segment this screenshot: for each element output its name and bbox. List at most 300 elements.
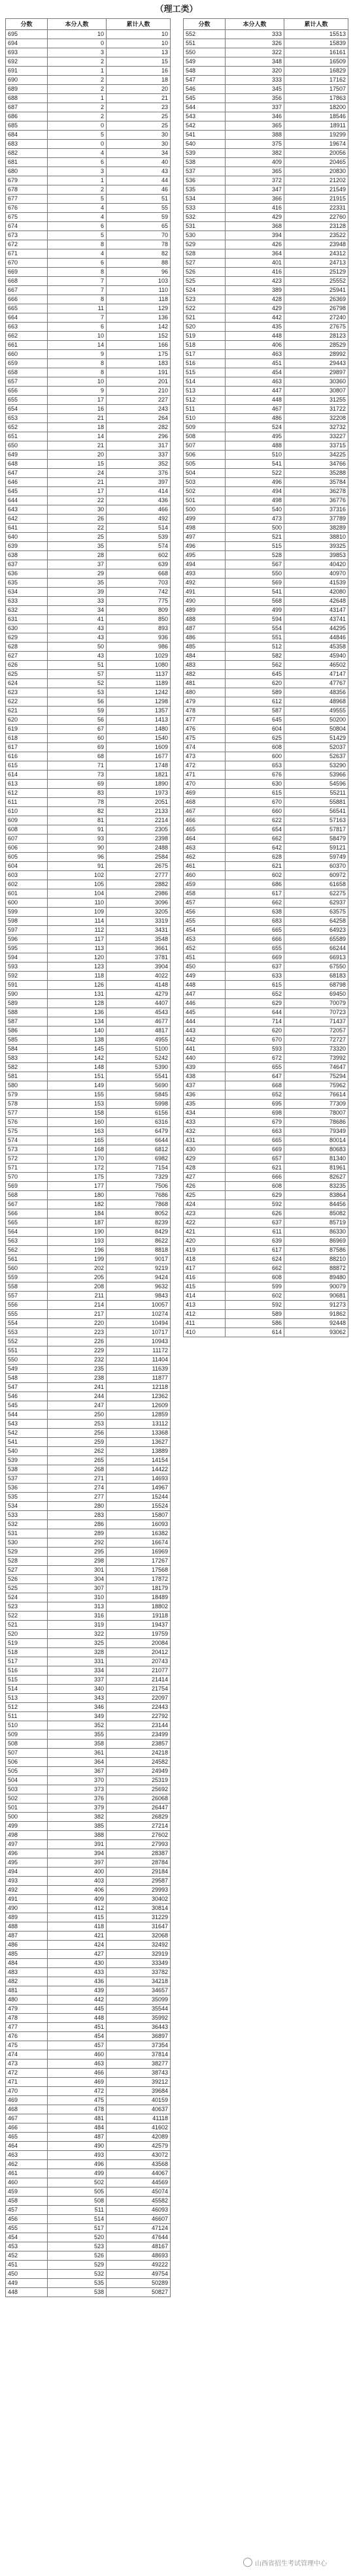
table-row xyxy=(6,94,171,103)
cumulative-cell: 2051 xyxy=(107,798,171,807)
count-cell: 510 xyxy=(226,451,284,460)
score-cell: 456 xyxy=(184,908,226,917)
score-cell: 662 xyxy=(6,332,48,341)
table-row xyxy=(184,761,348,771)
cumulative-cell: 5998 xyxy=(107,1100,171,1109)
cumulative-cell: 19437 xyxy=(107,1621,171,1630)
cumulative-cell: 51 xyxy=(107,195,171,204)
count-cell: 7 xyxy=(48,286,107,295)
cumulative-cell: 29993 xyxy=(107,1886,171,1895)
score-cell: 603 xyxy=(6,871,48,880)
table-row xyxy=(184,743,348,752)
score-cell: 476 xyxy=(6,2032,48,2041)
score-cell: 459 xyxy=(184,880,226,889)
cumulative-cell: 23857 xyxy=(107,1740,171,1749)
cumulative-cell: 43147 xyxy=(284,606,348,615)
count-cell: 355 xyxy=(48,1730,107,1740)
count-cell: 665 xyxy=(226,926,284,935)
count-cell: 307 xyxy=(48,1584,107,1593)
score-cell: 426 xyxy=(184,1182,226,1191)
table-row xyxy=(184,1118,348,1127)
count-cell: 68 xyxy=(48,752,107,761)
table-row xyxy=(184,1237,348,1246)
count-cell: 28 xyxy=(48,551,107,560)
table-row xyxy=(6,496,171,505)
score-cell: 529 xyxy=(6,1548,48,1557)
count-cell: 370 xyxy=(48,1776,107,1785)
cumulative-cell: 13368 xyxy=(107,1429,171,1438)
table-row xyxy=(6,1694,171,1703)
count-cell: 331 xyxy=(48,1657,107,1666)
cumulative-cell: 83864 xyxy=(284,1191,348,1200)
table-row xyxy=(6,1255,171,1264)
score-cell: 421 xyxy=(184,1228,226,1237)
count-cell: 337 xyxy=(48,1676,107,1685)
cumulative-cell: 43 xyxy=(107,167,171,176)
count-cell: 426 xyxy=(226,240,284,249)
count-cell: 2 xyxy=(48,185,107,195)
cumulative-cell: 2675 xyxy=(107,862,171,871)
table-row xyxy=(6,1676,171,1685)
table-row xyxy=(6,377,171,387)
cumulative-cell: 38289 xyxy=(284,524,348,533)
count-cell: 515 xyxy=(226,542,284,551)
score-cell: 474 xyxy=(6,2050,48,2059)
count-cell: 259 xyxy=(48,1438,107,1447)
table-row xyxy=(6,103,171,112)
table-row xyxy=(6,652,171,661)
cumulative-cell: 1080 xyxy=(107,661,171,670)
cumulative-cell: 57163 xyxy=(284,816,348,825)
count-cell: 529 xyxy=(48,2261,107,2270)
table-row xyxy=(184,533,348,542)
cumulative-cell: 70 xyxy=(107,231,171,240)
cumulative-cell: 20412 xyxy=(107,1648,171,1657)
table-row xyxy=(6,615,171,624)
cumulative-cell: 46 xyxy=(107,185,171,195)
table-row xyxy=(184,423,348,432)
score-cell: 497 xyxy=(184,533,226,542)
score-cell: 602 xyxy=(6,880,48,889)
score-cell: 529 xyxy=(184,240,226,249)
count-cell: 4 xyxy=(48,249,107,259)
score-cell: 413 xyxy=(184,1301,226,1310)
table-row xyxy=(6,1282,171,1292)
table-row xyxy=(6,935,171,944)
score-cell: 491 xyxy=(184,588,226,597)
count-cell: 642 xyxy=(226,844,284,853)
score-cell: 660 xyxy=(6,350,48,359)
count-cell: 43 xyxy=(48,624,107,633)
header-cumulative: 累计人数 xyxy=(107,19,171,30)
score-cell: 439 xyxy=(184,1063,226,1072)
table-row xyxy=(6,121,171,131)
count-cell: 368 xyxy=(226,222,284,231)
table-row xyxy=(6,1008,171,1017)
cumulative-cell: 414 xyxy=(107,487,171,496)
table-row xyxy=(184,478,348,487)
score-cell: 492 xyxy=(6,1886,48,1895)
table-row xyxy=(6,560,171,569)
cumulative-cell: 30 xyxy=(107,140,171,149)
cumulative-cell: 29184 xyxy=(107,1868,171,1877)
cumulative-cell: 89480 xyxy=(284,1273,348,1282)
score-cell: 608 xyxy=(6,825,48,835)
table-row xyxy=(6,771,171,780)
score-cell: 469 xyxy=(6,2096,48,2105)
score-cell: 543 xyxy=(184,112,226,121)
cumulative-cell: 514 xyxy=(107,524,171,533)
score-cell: 613 xyxy=(6,780,48,789)
count-cell: 104 xyxy=(48,889,107,898)
table-row xyxy=(6,972,171,981)
count-cell: 672 xyxy=(226,1054,284,1063)
count-cell: 644 xyxy=(226,1008,284,1017)
count-cell: 17 xyxy=(48,396,107,405)
table-row xyxy=(184,268,348,277)
table-row xyxy=(6,1465,171,1474)
score-cell: 446 xyxy=(184,999,226,1008)
count-cell: 695 xyxy=(226,1100,284,1109)
count-cell: 562 xyxy=(226,661,284,670)
score-cell: 555 xyxy=(6,1310,48,1319)
count-cell: 2 xyxy=(48,76,107,85)
cumulative-cell: 51429 xyxy=(284,734,348,743)
score-cell: 647 xyxy=(6,469,48,478)
score-cell: 488 xyxy=(184,615,226,624)
count-cell: 9 xyxy=(48,387,107,396)
cumulative-cell: 31229 xyxy=(107,1913,171,1922)
score-cell: 585 xyxy=(6,1036,48,1045)
table-row xyxy=(184,990,348,999)
score-cell: 533 xyxy=(184,204,226,213)
count-cell: 265 xyxy=(48,1456,107,1465)
cumulative-cell: 70723 xyxy=(284,1008,348,1017)
cumulative-cell: 936 xyxy=(107,633,171,643)
cumulative-cell: 21915 xyxy=(284,195,348,204)
score-cell: 443 xyxy=(184,1026,226,1036)
count-cell: 149 xyxy=(48,1081,107,1090)
score-cell: 467 xyxy=(184,807,226,816)
score-cell: 520 xyxy=(184,323,226,332)
table-row xyxy=(6,1922,171,1932)
score-cell: 480 xyxy=(184,688,226,697)
cumulative-cell: 34766 xyxy=(284,460,348,469)
table-row xyxy=(6,1191,171,1200)
score-cell: 528 xyxy=(6,1557,48,1566)
count-cell: 333 xyxy=(226,30,284,39)
table-row xyxy=(184,981,348,990)
cumulative-cell: 21202 xyxy=(284,176,348,185)
score-cell: 503 xyxy=(6,1785,48,1794)
count-cell: 655 xyxy=(226,944,284,953)
score-cell: 412 xyxy=(184,1310,226,1319)
count-cell: 663 xyxy=(226,1127,284,1136)
score-cell: 499 xyxy=(184,515,226,524)
table-row xyxy=(184,286,348,295)
score-cell: 557 xyxy=(6,1292,48,1301)
count-cell: 165 xyxy=(48,1136,107,1145)
cumulative-cell: 33227 xyxy=(284,432,348,441)
count-cell: 286 xyxy=(48,1520,107,1529)
table-row xyxy=(6,1319,171,1328)
table-row xyxy=(184,734,348,743)
score-cell: 514 xyxy=(184,377,226,387)
count-cell: 495 xyxy=(226,432,284,441)
count-cell: 8 xyxy=(48,368,107,377)
cumulative-cell: 10943 xyxy=(107,1337,171,1346)
cumulative-cell: 103 xyxy=(107,277,171,286)
table-row xyxy=(184,569,348,579)
cumulative-cell: 37316 xyxy=(284,505,348,515)
cumulative-cell: 22792 xyxy=(107,1712,171,1721)
score-cell: 686 xyxy=(6,112,48,121)
cumulative-cell: 42648 xyxy=(284,597,348,606)
count-cell: 244 xyxy=(48,1392,107,1401)
score-cell: 460 xyxy=(6,2178,48,2187)
table-row xyxy=(184,103,348,112)
score-cell: 514 xyxy=(6,1685,48,1694)
score-cell: 629 xyxy=(6,633,48,643)
cumulative-cell: 27240 xyxy=(284,313,348,323)
score-cell: 592 xyxy=(6,972,48,981)
score-cell: 507 xyxy=(6,1749,48,1758)
score-cell: 565 xyxy=(6,1218,48,1228)
cumulative-cell: 436 xyxy=(107,496,171,505)
score-cell: 526 xyxy=(184,268,226,277)
table-row xyxy=(184,1127,348,1136)
cumulative-cell: 1748 xyxy=(107,761,171,771)
count-cell: 56 xyxy=(48,697,107,707)
cumulative-cell: 18546 xyxy=(284,112,348,121)
table-row xyxy=(6,1730,171,1740)
table-row xyxy=(6,1593,171,1602)
cumulative-cell: 602 xyxy=(107,551,171,560)
score-cell: 430 xyxy=(184,1145,226,1154)
score-cell: 573 xyxy=(6,1145,48,1154)
table-row xyxy=(6,1538,171,1548)
count-cell: 442 xyxy=(48,1996,107,2005)
score-cell: 485 xyxy=(184,643,226,652)
table-row xyxy=(184,1228,348,1237)
score-cell: 665 xyxy=(6,304,48,313)
cumulative-cell: 6316 xyxy=(107,1118,171,1127)
count-cell: 621 xyxy=(226,1164,284,1173)
cumulative-cell: 82 xyxy=(107,249,171,259)
count-cell: 2 xyxy=(48,57,107,67)
cumulative-cell: 43568 xyxy=(107,2160,171,2169)
cumulative-cell: 16093 xyxy=(107,1520,171,1529)
table-row xyxy=(6,2261,171,2270)
count-cell: 645 xyxy=(226,716,284,725)
cumulative-cell: 19118 xyxy=(107,1612,171,1621)
cumulative-cell: 28529 xyxy=(284,341,348,350)
table-row xyxy=(6,240,171,249)
cumulative-cell: 41539 xyxy=(284,579,348,588)
score-cell: 638 xyxy=(6,551,48,560)
count-cell: 683 xyxy=(226,917,284,926)
count-cell: 550 xyxy=(226,569,284,579)
cumulative-cell: 48167 xyxy=(107,2242,171,2251)
cumulative-cell: 352 xyxy=(107,460,171,469)
table-row xyxy=(6,67,171,76)
cumulative-cell: 83235 xyxy=(284,1182,348,1191)
score-cell: 500 xyxy=(184,505,226,515)
count-cell: 448 xyxy=(48,2014,107,2023)
score-cell: 498 xyxy=(184,524,226,533)
cumulative-cell: 118 xyxy=(107,295,171,304)
cumulative-cell: 29587 xyxy=(107,1877,171,1886)
score-cell: 542 xyxy=(6,1429,48,1438)
cumulative-cell: 243 xyxy=(107,405,171,414)
score-cell: 538 xyxy=(184,158,226,167)
count-cell: 352 xyxy=(48,1721,107,1730)
cumulative-cell: 7329 xyxy=(107,1173,171,1182)
score-cell: 492 xyxy=(184,579,226,588)
cumulative-cell: 25129 xyxy=(284,268,348,277)
count-cell: 488 xyxy=(226,441,284,451)
score-cell: 523 xyxy=(6,1602,48,1612)
score-cell: 414 xyxy=(184,1292,226,1301)
cumulative-cell: 26447 xyxy=(107,1804,171,1813)
score-cell: 475 xyxy=(184,734,226,743)
count-cell: 666 xyxy=(226,935,284,944)
count-cell: 346 xyxy=(226,112,284,121)
count-cell: 184 xyxy=(48,1209,107,1218)
score-cell: 559 xyxy=(6,1273,48,1282)
table-row xyxy=(6,1575,171,1584)
table-row xyxy=(184,185,348,195)
score-cell: 519 xyxy=(6,1639,48,1648)
table-row xyxy=(6,1886,171,1895)
table-row xyxy=(184,551,348,560)
cumulative-cell: 1242 xyxy=(107,688,171,697)
score-cell: 481 xyxy=(184,679,226,688)
table-row xyxy=(6,405,171,414)
table-row xyxy=(6,551,171,560)
cumulative-cell: 53290 xyxy=(284,761,348,771)
count-cell: 435 xyxy=(226,323,284,332)
cumulative-cell: 16161 xyxy=(284,48,348,57)
count-cell: 463 xyxy=(226,377,284,387)
score-cell: 512 xyxy=(184,396,226,405)
cumulative-cell: 742 xyxy=(107,588,171,597)
count-cell: 226 xyxy=(48,1337,107,1346)
cumulative-cell: 25941 xyxy=(284,286,348,295)
count-cell: 669 xyxy=(226,1145,284,1154)
cumulative-cell: 27993 xyxy=(107,1840,171,1849)
score-cell: 496 xyxy=(6,1849,48,1858)
count-cell: 481 xyxy=(48,2114,107,2123)
score-cell: 450 xyxy=(184,962,226,972)
score-cell: 693 xyxy=(6,48,48,57)
cumulative-cell: 5242 xyxy=(107,1054,171,1063)
cumulative-cell: 54596 xyxy=(284,780,348,789)
score-cell: 558 xyxy=(6,1282,48,1292)
cumulative-cell: 72727 xyxy=(284,1036,348,1045)
table-row xyxy=(6,2114,171,2123)
count-cell: 208 xyxy=(48,1282,107,1292)
cumulative-cell: 75962 xyxy=(284,1081,348,1090)
score-cell: 472 xyxy=(184,761,226,771)
table-row xyxy=(184,652,348,661)
table-row xyxy=(184,880,348,889)
table-row xyxy=(6,2123,171,2133)
count-cell: 686 xyxy=(226,880,284,889)
score-cell: 482 xyxy=(184,670,226,679)
count-cell: 3 xyxy=(48,167,107,176)
table-row xyxy=(184,643,348,652)
score-cell: 525 xyxy=(6,1584,48,1593)
cumulative-cell: 39684 xyxy=(107,2087,171,2096)
table-row xyxy=(6,990,171,999)
table-row xyxy=(184,953,348,962)
table-row xyxy=(184,1072,348,1081)
count-cell: 361 xyxy=(48,1749,107,1758)
count-cell: 168 xyxy=(48,1145,107,1154)
table-row xyxy=(6,112,171,121)
table-row xyxy=(6,1474,171,1484)
score-cell: 531 xyxy=(6,1529,48,1538)
count-cell: 365 xyxy=(226,121,284,131)
count-cell: 136 xyxy=(48,1008,107,1017)
score-cell: 685 xyxy=(6,121,48,131)
score-cell: 552 xyxy=(6,1337,48,1346)
table-row xyxy=(184,1191,348,1200)
score-cell: 663 xyxy=(6,323,48,332)
cumulative-cell: 65589 xyxy=(284,935,348,944)
score-cell: 599 xyxy=(6,908,48,917)
count-cell: 496 xyxy=(226,478,284,487)
cumulative-cell: 21549 xyxy=(284,185,348,195)
table-row xyxy=(6,1785,171,1794)
count-cell: 389 xyxy=(226,286,284,295)
score-cell: 498 xyxy=(6,1831,48,1840)
count-cell: 430 xyxy=(48,1959,107,1968)
count-cell: 96 xyxy=(48,853,107,862)
cumulative-cell: 75294 xyxy=(284,1072,348,1081)
count-cell: 665 xyxy=(226,1136,284,1145)
score-cell: 575 xyxy=(6,1127,48,1136)
score-cell: 463 xyxy=(184,844,226,853)
count-cell: 114 xyxy=(48,917,107,926)
cumulative-cell: 62275 xyxy=(284,889,348,898)
score-cell: 681 xyxy=(6,158,48,167)
score-cell: 462 xyxy=(6,2160,48,2169)
score-cell: 427 xyxy=(184,1173,226,1182)
cumulative-cell: 46607 xyxy=(107,2215,171,2224)
table-row xyxy=(184,487,348,496)
table-row xyxy=(184,350,348,359)
wechat-logo-icon xyxy=(243,2558,252,2567)
table-row xyxy=(6,1758,171,1767)
count-cell: 589 xyxy=(226,688,284,697)
cumulative-cell: 45940 xyxy=(284,652,348,661)
cumulative-cell: 16969 xyxy=(107,1548,171,1557)
table-row xyxy=(6,359,171,368)
count-cell: 123 xyxy=(48,962,107,972)
count-cell: 540 xyxy=(226,505,284,515)
count-cell: 8 xyxy=(48,359,107,368)
cumulative-cell: 34 xyxy=(107,149,171,158)
count-cell: 406 xyxy=(48,1886,107,1895)
table-row xyxy=(6,1356,171,1365)
cumulative-cell: 282 xyxy=(107,423,171,432)
table-row xyxy=(184,725,348,734)
table-row xyxy=(6,2059,171,2069)
count-cell: 630 xyxy=(226,780,284,789)
cumulative-cell: 23144 xyxy=(107,1721,171,1730)
